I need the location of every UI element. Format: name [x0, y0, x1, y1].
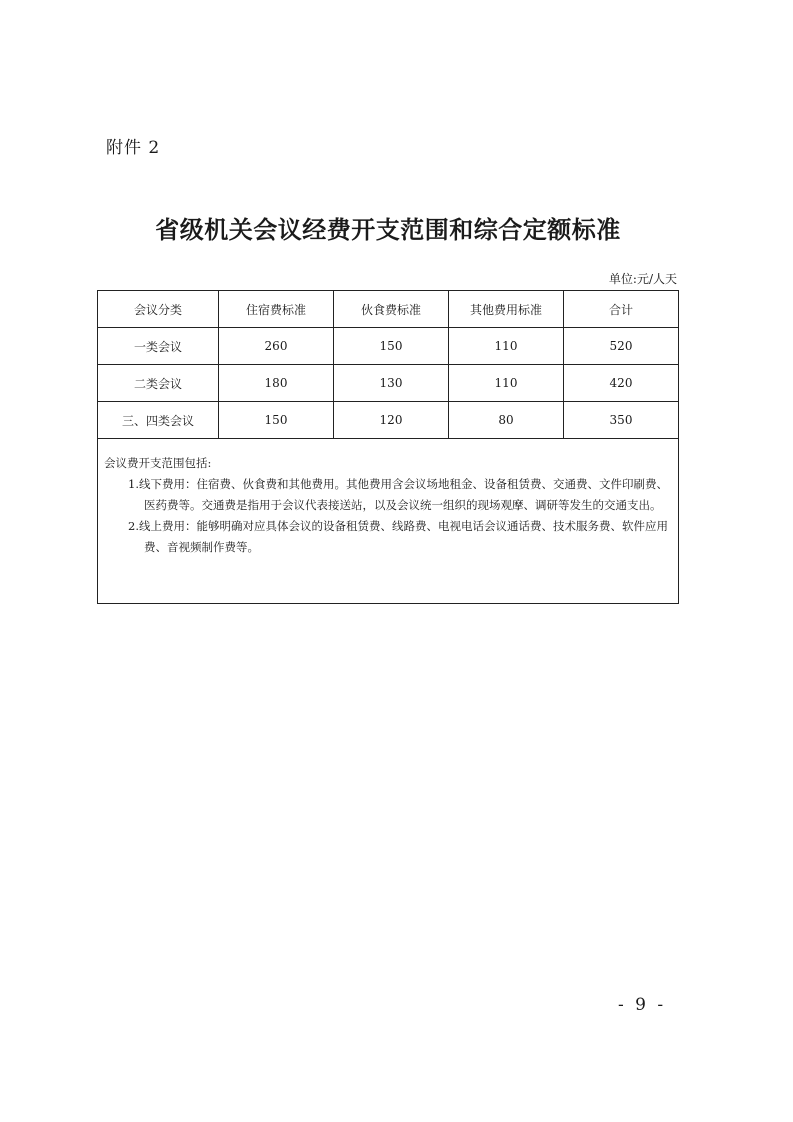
table-row — [98, 365, 679, 402]
unit-label: 单位:元/人天 — [608, 272, 677, 286]
header-meals: 伙食费标准 — [334, 291, 449, 328]
header-other: 其他费用标准 — [449, 291, 564, 328]
table-cell: 130 — [334, 365, 449, 402]
note-item-online: 2.线上费用：能够明确对应具体会议的设备租赁费、线路费、电视电话会议通话费、技术服务费、软件应用费、音视频制作费等。 — [128, 519, 668, 554]
table-cell: 180 — [219, 365, 334, 402]
header-total: 合计 — [564, 291, 679, 328]
table-cell: 二类会议 — [98, 365, 219, 402]
table-header-row — [98, 291, 679, 328]
fee-standard-table — [97, 290, 679, 604]
page-number: - 9 - — [618, 995, 667, 1015]
header-accommodation: 住宿费标准 — [219, 291, 334, 328]
table-cell: 150 — [219, 402, 334, 439]
table-cell: 三、四类会议 — [98, 402, 219, 439]
notes-cell — [98, 439, 679, 604]
table-cell: 一类会议 — [98, 328, 219, 365]
notes-heading: 会议费开支范围包括: — [104, 456, 212, 470]
table-cell: 110 — [449, 365, 564, 402]
table-row — [98, 402, 679, 439]
table-cell: 420 — [564, 365, 679, 402]
table-row — [98, 328, 679, 365]
table-cell: 80 — [449, 402, 564, 439]
note-item-offline: 1.线下费用：住宿费、伙食费和其他费用。其他费用含会议场地租金、设备租赁费、交通费、文件印刷费、医药费等。交通费是指用于会议代表接送站，以及会议统一组织的现场观摩、调研等发生的交通支出。 — [128, 477, 668, 512]
table-cell: 110 — [449, 328, 564, 365]
attachment-label: 附件 2 — [106, 138, 161, 158]
header-category: 会议分类 — [98, 291, 219, 328]
table-cell: 120 — [334, 402, 449, 439]
table-cell: 520 — [564, 328, 679, 365]
notes-row — [98, 439, 679, 604]
table-cell: 260 — [219, 328, 334, 365]
table-cell: 150 — [334, 328, 449, 365]
document-title: 省级机关会议经费开支范围和综合定额标准 — [155, 216, 621, 244]
table-cell: 350 — [564, 402, 679, 439]
